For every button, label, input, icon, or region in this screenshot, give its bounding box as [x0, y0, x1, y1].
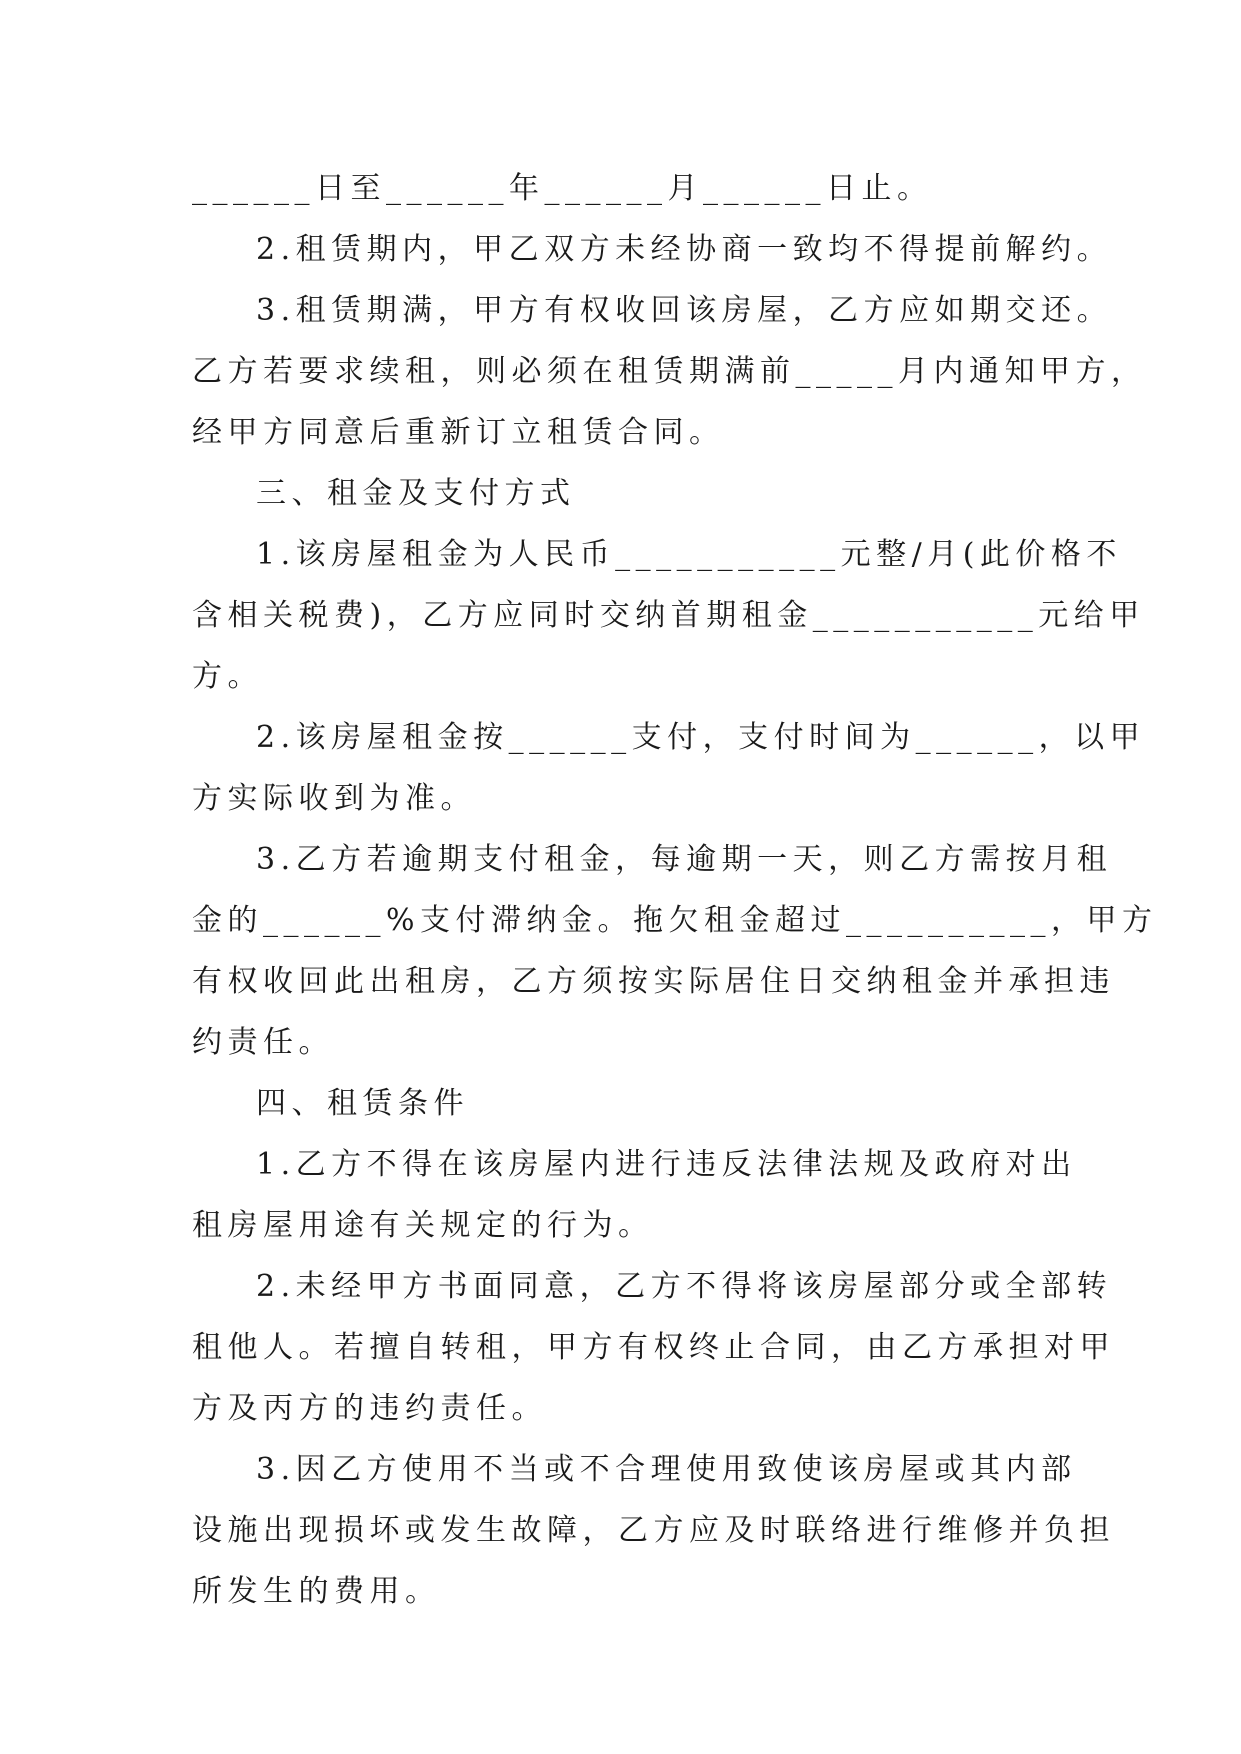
text-line: 所发生的费用。	[192, 1574, 441, 1609]
text-line: 2.未经甲方书面同意，乙方不得将该房屋部分或全部转	[256, 1269, 1113, 1304]
section-heading: 四、租赁条件	[256, 1086, 469, 1121]
text-line: 方。	[192, 659, 263, 694]
text-line: ______日至______年______月______日止。	[192, 171, 933, 206]
text-line: 方实际收到为准。	[192, 781, 476, 816]
text-line: 乙方若要求续租，则必须在租赁期满前_____月内通知甲方，	[192, 354, 1147, 389]
text-line: 租房屋用途有关规定的行为。	[192, 1208, 654, 1243]
text-line: 1.乙方不得在该房屋内进行违反法律法规及政府对出	[256, 1147, 1077, 1182]
text-line: 含相关税费)，乙方应同时交纳首期租金___________元给甲	[192, 598, 1145, 633]
text-line: 约责任。	[192, 1025, 334, 1060]
text-line: 金的______%支付滞纳金。拖欠租金超过__________，甲方	[192, 903, 1158, 938]
text-line: 2.租赁期内，甲乙双方未经协商一致均不得提前解约。	[256, 232, 1113, 267]
text-line: 有权收回此出租房，乙方须按实际居住日交纳租金并承担违	[192, 964, 1115, 999]
section-heading: 三、租金及支付方式	[256, 476, 576, 511]
text-line: 租他人。若擅自转租，甲方有权终止合同，由乙方承担对甲	[192, 1330, 1115, 1365]
text-line: 方及丙方的违约责任。	[192, 1391, 547, 1426]
text-line: 3.乙方若逾期支付租金，每逾期一天，则乙方需按月租	[256, 842, 1113, 877]
text-line: 设施出现损坏或发生故障，乙方应及时联络进行维修并负担	[192, 1513, 1115, 1548]
text-line: 2.该房屋租金按______支付，支付时间为______，以甲	[256, 720, 1146, 755]
document-body	[192, 158, 1158, 1622]
text-line: 1.该房屋租金为人民币___________元整/月(此价格不	[256, 537, 1122, 572]
text-line: 3.因乙方使用不当或不合理使用致使该房屋或其内部	[256, 1452, 1077, 1487]
text-line: 经甲方同意后重新订立租赁合同。	[192, 415, 725, 450]
text-line: 3.租赁期满，甲方有权收回该房屋，乙方应如期交还。	[256, 293, 1113, 328]
